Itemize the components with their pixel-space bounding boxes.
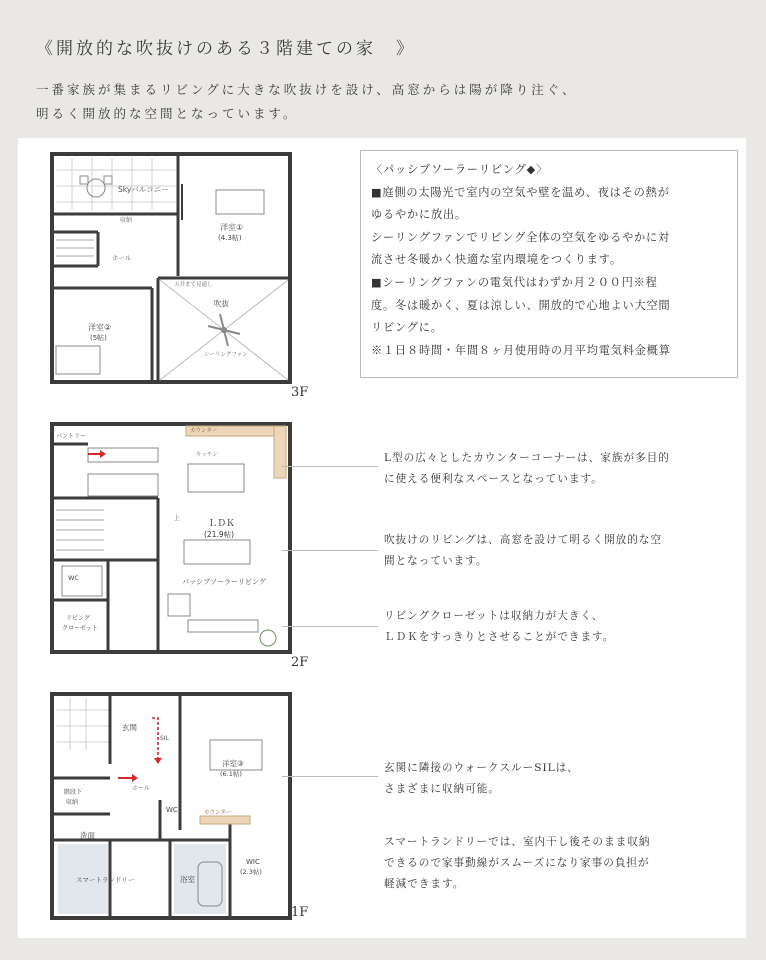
room-ldk: ＬＤＫ [208, 519, 236, 529]
leader-line [282, 550, 378, 551]
floor-label-1f: 1F [291, 905, 309, 920]
room-entrance: 玄関 [122, 723, 137, 732]
leader-line [282, 466, 378, 467]
label-toplight: 天井まで見通し [174, 282, 213, 288]
note-line: ＬＤＫをすっきりとさせることができます。 [384, 631, 615, 643]
floorplan-2f [48, 420, 294, 656]
note-line: L型の広々としたカウンターコーナーは、家族が多目的 [384, 452, 670, 464]
infobox-line: ■シーリングファンの電気代はわずか月２００円※程 [371, 275, 658, 289]
lead-line-2: 明るく開放的な空間となっています。 [36, 106, 299, 121]
floorplan-1f [40, 690, 294, 926]
room-wic: WIC [246, 858, 260, 866]
floorplan-3f [48, 150, 294, 386]
label-passive-solar: パッシブソーラーリビング [182, 578, 266, 586]
note-living-closet [384, 606, 744, 648]
infobox-line: ゆるやかに放出。 [371, 208, 467, 222]
room-western3-size: (6.1帖) [220, 770, 242, 778]
lead-line-1: 一番家族が集まるリビングに大きな吹抜けを設け、高窓からは陽が降り注ぐ、 [36, 82, 578, 97]
room-western2: 洋室② [88, 323, 112, 332]
room-washroom: 洗面 [80, 831, 95, 840]
infobox-line: 流させ冬暖かく快適な室内環境をつくります。 [371, 253, 622, 267]
room-hall-1f: ホール [132, 785, 150, 792]
leader-line [282, 776, 378, 777]
label-counter-2f: カウンター [190, 428, 218, 434]
note-line: できるので家事動線がスムーズになり家事の負担が [384, 857, 650, 869]
room-balcony: Skyバルコニー [118, 185, 169, 194]
infobox-line: 度。冬は暖かく、夏は涼しい、開放的で心地よい大空間 [371, 298, 671, 312]
room-wc-1f: WC [166, 806, 178, 814]
label-counter-1f: カウンター [204, 810, 232, 816]
label-fan: シーリングファン [204, 352, 248, 358]
room-smart-laundry: スマートランドリー [76, 876, 135, 884]
infobox-heading: 〈パッシブソーラーリビング◆〉 [371, 163, 549, 176]
room-western1-size: (4.3帖) [218, 234, 242, 242]
infobox-line: ■庭側の太陽光で室内の空気や壁を温め、夜はその熱が [371, 185, 670, 199]
room-western3: 洋室③ [222, 759, 244, 768]
note-line: 吹抜けのリビングは、高窓を設けて明るく開放的な空 [384, 534, 663, 546]
room-wc-2f: WC [68, 574, 79, 582]
floor-label-3f: 3F [291, 385, 309, 400]
label-stairs-up: 上 [174, 515, 181, 522]
label-kitchen: キッチン [196, 452, 218, 458]
note-line: 軽減できます。 [384, 878, 465, 890]
note-smart-laundry [384, 832, 744, 895]
passive-solar-infobox [360, 150, 738, 378]
note-line: さまざまに収納可能。 [384, 783, 500, 795]
note-line: 玄関に隣接のウォークスルーSILは、 [384, 762, 579, 774]
room-void: 吹抜 [214, 299, 229, 308]
room-western2-size: (5帖) [90, 334, 107, 342]
infobox-line: シーリングファンでリビング全体の空気をゆるやかに対 [371, 230, 671, 244]
label-storage-3f: 収納 [120, 217, 133, 224]
leader-line [282, 626, 378, 627]
label-pantry: パントリー [56, 433, 87, 440]
note-sil [384, 758, 744, 800]
infobox-footnote: ※１日８時間・年間８ヶ月使用時の月平均電気料金概算 [371, 343, 671, 357]
note-counter [384, 448, 744, 490]
note-line: 間となっています。 [384, 555, 488, 567]
room-ldk-size: (21.9帖) [204, 530, 235, 539]
lead-text [36, 78, 756, 126]
floor-label-2f: 2F [291, 655, 309, 670]
room-living-closet-2: クローゼット [62, 625, 98, 632]
room-wic-size: (2.3帖) [240, 868, 262, 876]
room-western1: 洋室① [220, 223, 244, 232]
note-void-living [384, 530, 744, 572]
room-under-stairs-2: 収納 [66, 799, 79, 806]
room-sil: SIL [160, 735, 169, 742]
infobox-line: リビングに。 [371, 321, 443, 335]
room-living-closet: リビング [66, 615, 90, 622]
note-line: に使える便利なスペースとなっています。 [384, 473, 603, 485]
room-hall-3f: ホール [112, 254, 132, 262]
note-line: リビングクローゼットは収納力が大きく、 [384, 610, 604, 622]
room-bath: 浴室 [180, 875, 195, 884]
page-title: 《開放的な吹抜けのある３階建ての家 》 [36, 39, 416, 59]
note-line: スマートランドリーでは、室内干し後そのまま収納 [384, 836, 651, 848]
room-under-stairs: 階段下 [64, 789, 83, 796]
